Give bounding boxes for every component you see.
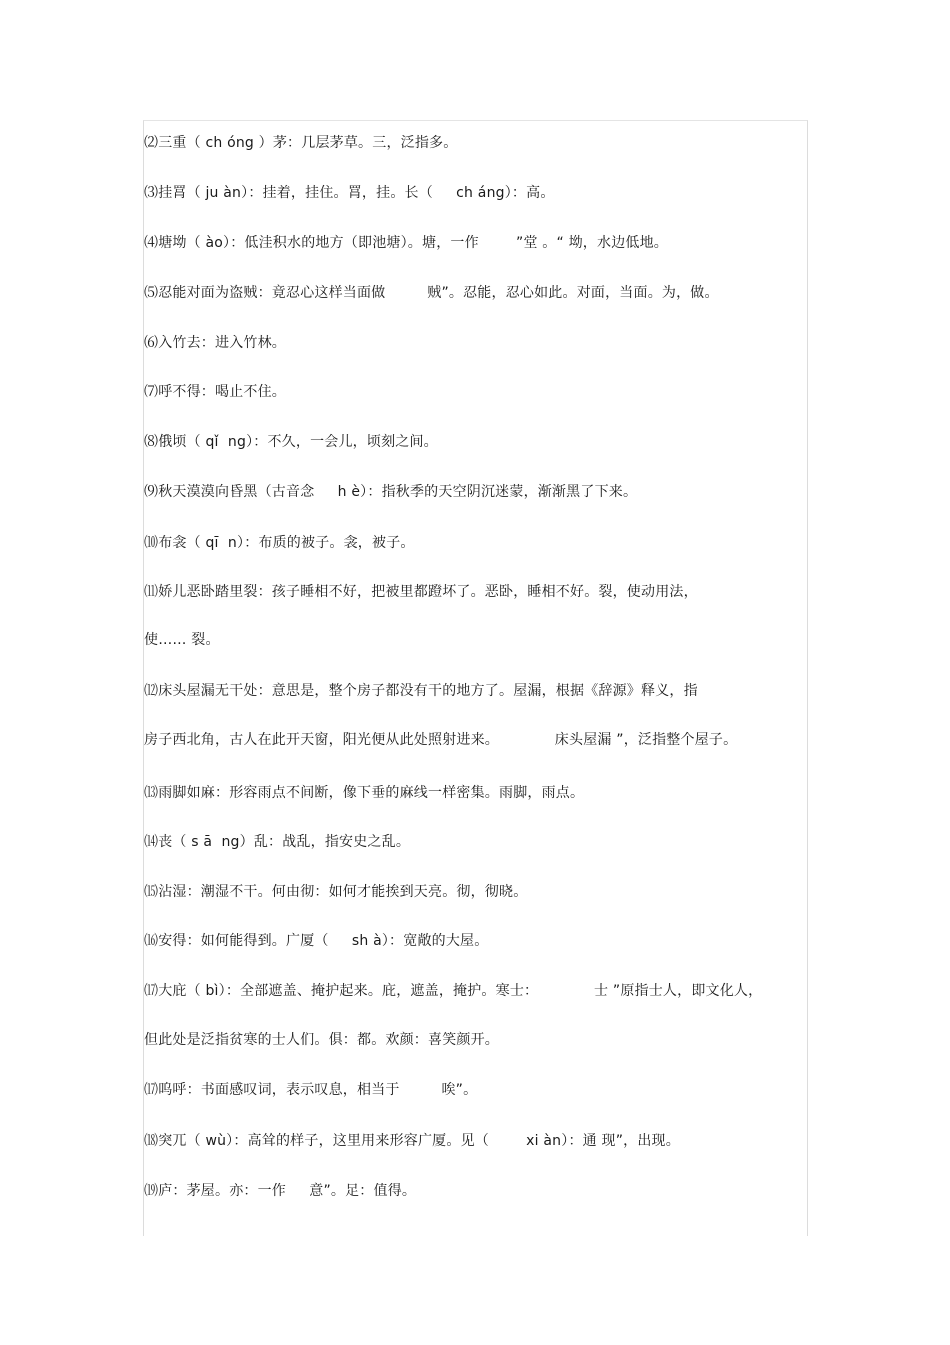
- note-line: ⑺呼不得：喝止不住。: [144, 384, 286, 400]
- note-line: ⑼秋天漠漠向昏黑（古音念 h è）：指秋季的天空阴沉迷蒙，渐渐黑了下来。: [144, 484, 638, 500]
- note-line: ⒄呜呼：书面感叹词，表示叹息，相当于 唉”。: [144, 1082, 478, 1098]
- note-line: 使…… 裂。: [144, 632, 220, 648]
- note-line: ⒄大庇（ bì）：全部遮盖、掩护起来。庇，遮盖，掩护。寒士： 士 ”原指士人，即文化人，: [144, 983, 763, 999]
- note-line: ⑽布衾（ qī n）：布质的被子。衾，被子。: [144, 535, 415, 551]
- note-line: ⑹入竹去：进入竹林。: [144, 335, 286, 351]
- note-line: ⑾娇儿恶卧踏里裂：孩子睡相不好，把被里都蹬坏了。恶卧，睡相不好。裂，使动用法，: [144, 584, 698, 600]
- note-line: ⒅突兀（ wù）：高耸的样子，这里用来形容广厦。见（ xi àn）：通 现”，出现。: [144, 1133, 680, 1149]
- note-line: ⑿床头屋漏无干处：意思是，整个房子都没有干的地方了。屋漏，根据《辞源》释义，指: [144, 683, 698, 699]
- note-line: ⒃安得：如何能得到。广厦（ sh à）：宽敞的大屋。: [144, 933, 489, 949]
- note-line: ⑻俄顷（ qǐ ng）：不久，一会儿，顷刻之间。: [144, 434, 438, 450]
- note-line: ⑸忍能对面为盗贼：竟忍心这样当面做 贼”。忍能，忍心如此。对面，当面。为，做。: [144, 285, 719, 301]
- note-line: ⒁丧（ s ā ng）乱：战乱，指安史之乱。: [144, 834, 411, 850]
- note-line: ⒆庐：茅屋。亦：一作 意”。足：值得。: [144, 1183, 417, 1199]
- note-line: 但此处是泛指贫寒的士人们。俱：都。欢颜：喜笑颜开。: [144, 1032, 499, 1048]
- note-line: ⒀雨脚如麻：形容雨点不间断，像下垂的麻线一样密集。雨脚，雨点。: [144, 785, 585, 801]
- note-line: ⑵三重（ ch óng ）茅：几层茅草。三，泛指多。: [144, 135, 458, 151]
- note-line: ⑶挂罥（ ju àn）：挂着，挂住。罥，挂。长（ ch áng）：高。: [144, 185, 555, 201]
- note-line: ⑷塘坳（ ào）：低洼积水的地方（即池塘）。塘，一作 ”堂 。“ 坳，水边低地。: [144, 235, 669, 251]
- note-line: 房子西北角，古人在此开天窗，阳光便从此处照射进来。 床头屋漏 ”，泛指整个屋子。: [144, 732, 738, 748]
- note-line: ⒂沾湿：潮湿不干。何由彻：如何才能挨到天亮。彻，彻晓。: [144, 884, 528, 900]
